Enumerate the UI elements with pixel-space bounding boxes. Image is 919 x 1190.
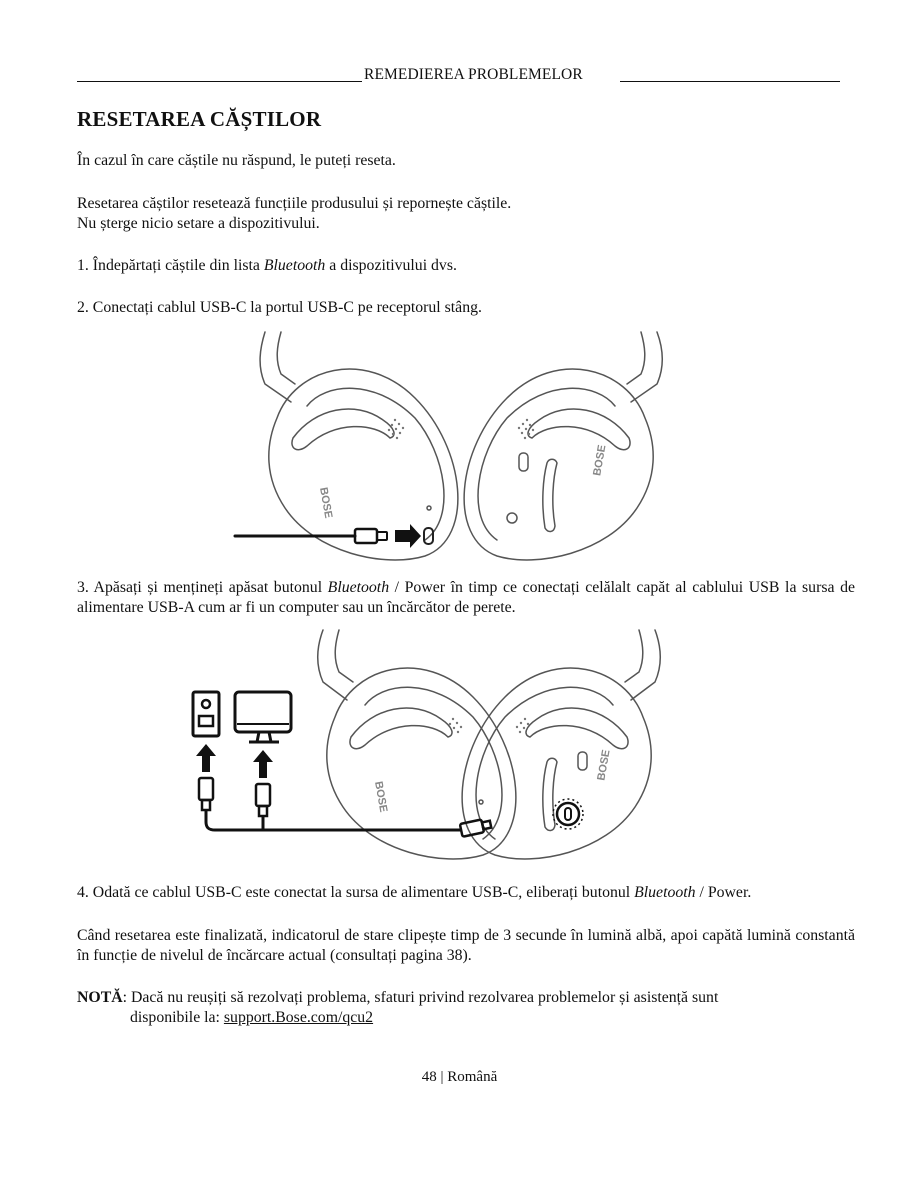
step-3 — [77, 578, 855, 618]
step-4-bluetooth: Bluetooth — [634, 884, 696, 901]
up-arrow-icon — [196, 744, 216, 772]
completion-paragraph: Când resetarea este finalizată, indicatorul de stare clipește timp de 3 secunde în lumină albă, apoi capătă lumină constantă în funcție de nivelul de încărcare actual (consultați pagina 38). — [77, 927, 855, 964]
wall-charger-icon — [193, 692, 219, 736]
right-slider — [543, 459, 557, 531]
page-number: 48 — [421, 1069, 437, 1085]
right-earcup-cushion — [464, 369, 653, 560]
step-4 — [77, 883, 751, 903]
note-label: NOTĂ — [77, 989, 123, 1006]
left-bose-logo: BOSE — [317, 486, 335, 520]
usb-a-plug — [199, 778, 270, 816]
right-mic-grille — [518, 419, 534, 439]
insert-arrow-icon — [395, 524, 421, 548]
step-2: 2. Conectați cablul USB-C la portul USB-C pe receptorul stâng. — [77, 299, 482, 316]
left-mic-grille — [388, 419, 404, 439]
figure-power-sources — [185, 622, 695, 862]
up-arrow-icon — [253, 750, 273, 778]
step-3-bluetooth: Bluetooth — [327, 579, 390, 596]
reset-description-line-2: Nu șterge nicio setare a dispozitivului. — [77, 215, 320, 232]
right-bluetooth-button — [519, 453, 528, 471]
page-title: RESETAREA CĂȘTILOR — [77, 107, 322, 131]
note-text: : Dacă nu reușiți să rezolvați problema, sfaturi privind rezolvarea problemelor și asistență sunt — [122, 989, 719, 1006]
intro-paragraph: În cazul în care căștile nu răspund, le puteți reseta. — [77, 152, 396, 169]
step-1-bluetooth: Bluetooth — [263, 257, 326, 274]
right-headband — [627, 332, 662, 402]
note — [77, 988, 718, 1008]
step-4-suffix: / Power. — [695, 884, 752, 901]
note-line-2-prefix: disponibile la: — [130, 1009, 224, 1026]
left-usb-c-port — [424, 528, 433, 544]
header-rule-right — [620, 81, 840, 82]
right-power-button — [507, 513, 517, 523]
support-link[interactable]: support.Bose.com/qcu2 — [223, 1009, 374, 1026]
step-3-prefix: 3. Apăsați și mențineți apăsat butonul — [77, 579, 328, 596]
usb-c-cable — [235, 529, 387, 543]
power-button-pressed-icon — [553, 799, 583, 829]
step-1 — [77, 256, 457, 276]
computer-icon — [235, 692, 291, 742]
footer-language: Română — [447, 1069, 498, 1085]
step-1-suffix: a dispozitivului dvs. — [325, 257, 457, 274]
reset-description-line-1: Resetarea căștilor resetează funcțiile produsului și repornește căștile. — [77, 195, 512, 212]
header-section-title: REMEDIEREA PROBLEMELOR — [364, 66, 583, 83]
step-4-prefix: 4. Odată ce cablul USB-C este conectat la sursa de alimentare USB-C, eliberați butonul — [77, 884, 635, 901]
running-header — [77, 66, 840, 84]
left-headband — [260, 332, 295, 402]
left-bose-logo: BOSE — [372, 780, 390, 814]
step-1-prefix: 1. Îndepărtați căștile din lista — [77, 257, 264, 274]
header-rule-left — [77, 81, 362, 82]
note-line-2 — [130, 1008, 373, 1028]
step-3-suffix: / Power în timp ce conectați celălalt capăt al cablului USB la sursa de alimentare USB-A cum ar fi un computer sau un încărcător de perete. — [77, 579, 855, 616]
figure-usb-c-connection — [225, 328, 695, 568]
left-earcup-cushion — [269, 369, 458, 560]
right-bose-logo: BOSE — [595, 748, 613, 782]
page-footer — [0, 1069, 919, 1086]
footer-separator: | — [436, 1069, 448, 1085]
usb-cable — [206, 810, 461, 830]
right-bose-logo: BOSE — [591, 443, 609, 477]
